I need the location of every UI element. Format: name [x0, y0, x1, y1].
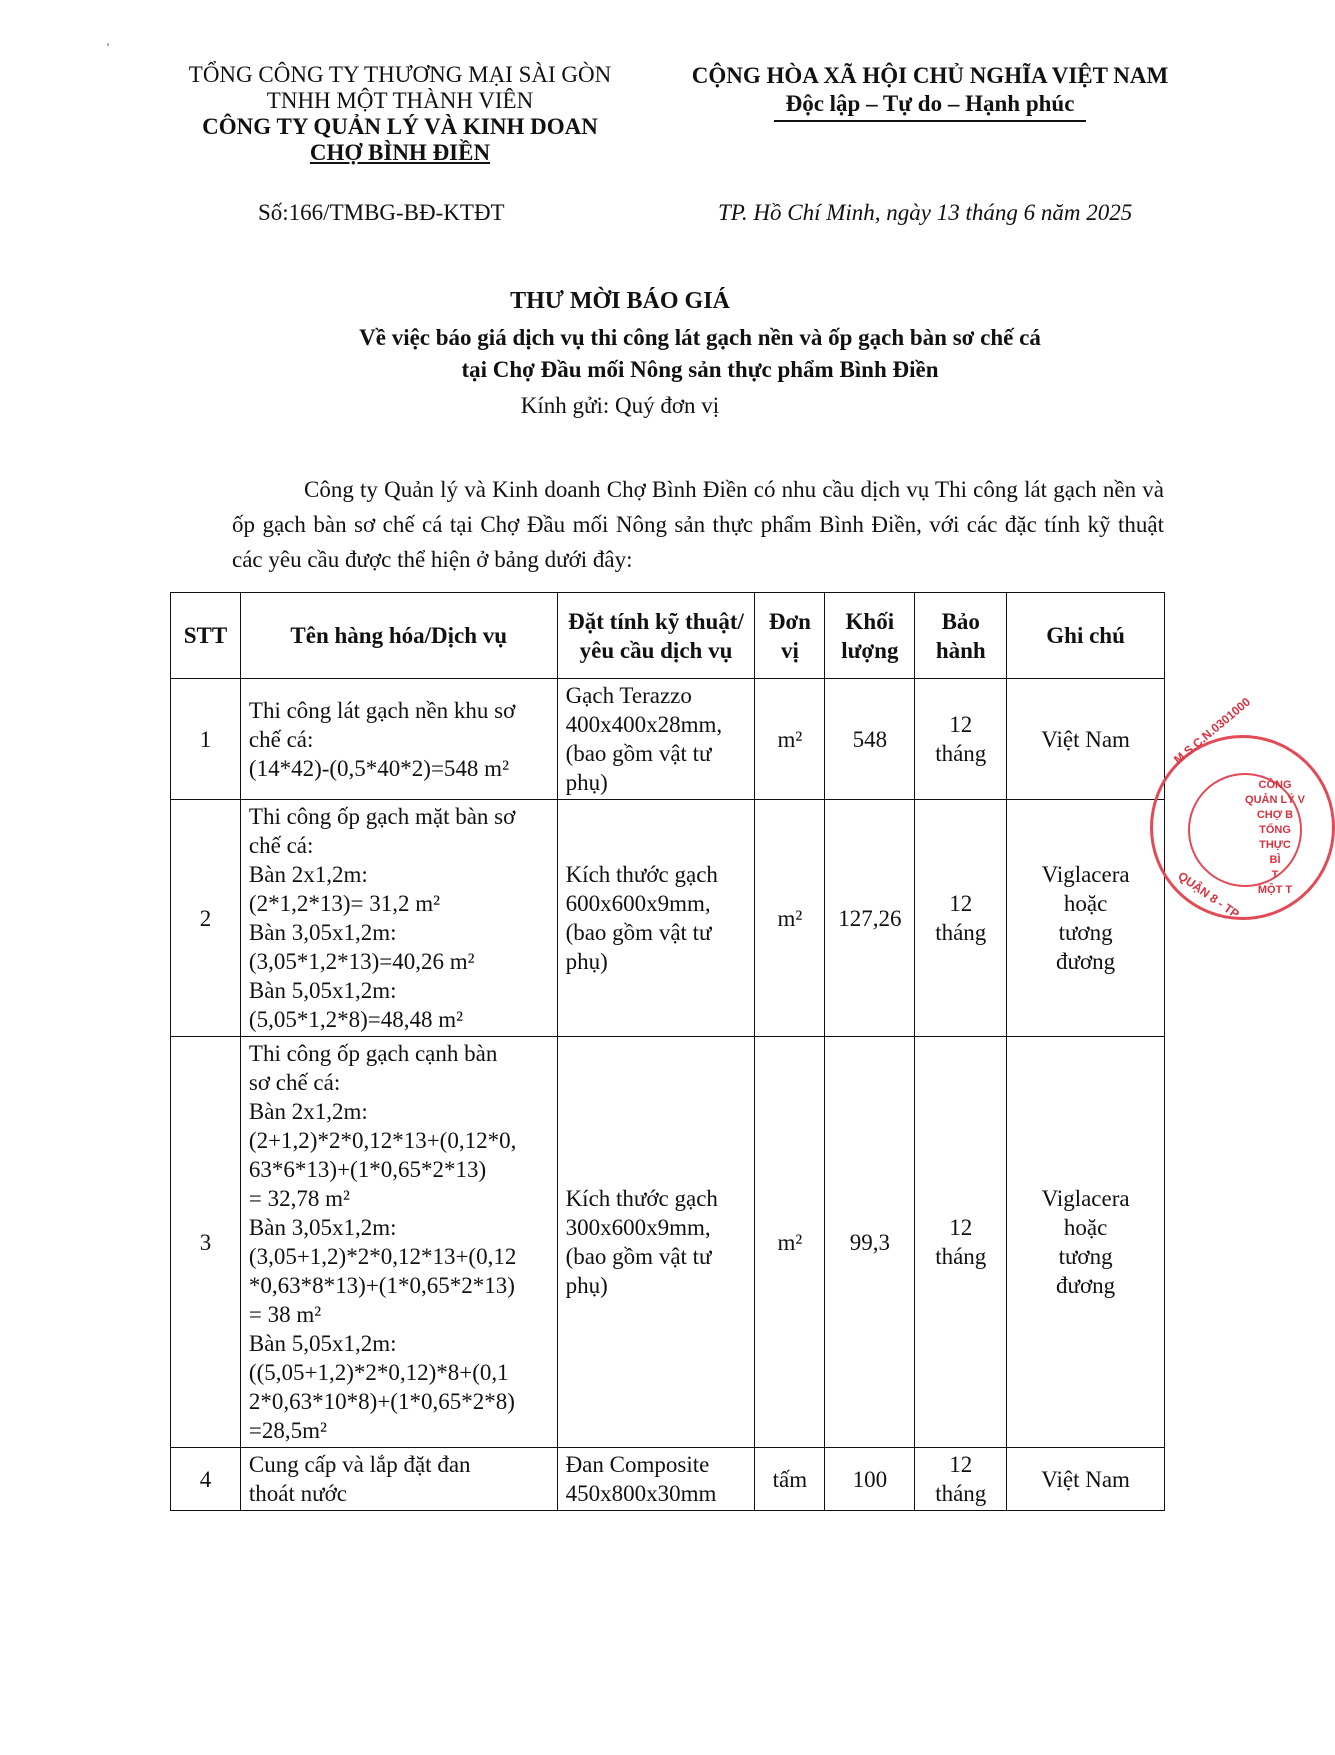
cell-name-line: Bàn 2x1,2m:	[248, 862, 368, 887]
cell-stt: 3	[171, 1037, 241, 1448]
cell-note-line: hoặc	[1063, 891, 1108, 916]
header-warranty: Bảo hành	[915, 593, 1007, 679]
cell-name-line: Bàn 3,05x1,2m:	[248, 1215, 397, 1240]
cell-note	[1007, 679, 1165, 800]
cell-spec-line: phụ)	[565, 1273, 608, 1298]
cell-name-line: (3,05*1,2*13)=40,26 m²	[248, 949, 475, 974]
org-line-3: CÔNG TY QUẢN LÝ VÀ KINH DOAN	[202, 114, 598, 139]
organization-block	[165, 62, 635, 166]
seal-text-line: T	[1271, 869, 1279, 881]
recipient: Kính gửi: Quý đơn vị	[520, 393, 720, 418]
cell-note-line: Viglacera	[1041, 862, 1130, 887]
cell-spec-line: (bao gồm vật tư	[565, 920, 712, 945]
nation-block	[670, 62, 1190, 122]
seal-text-line: CHỢ B	[1256, 809, 1294, 821]
seal-text-line: THỰC	[1259, 839, 1291, 851]
cell-warranty-line: 12	[949, 1215, 973, 1240]
cell-unit: m²	[755, 1037, 825, 1448]
cell-name-line: Thi công lát gạch nền khu sơ	[248, 697, 516, 723]
cell-warranty-line: 12	[949, 1452, 973, 1477]
cell-name-line: sơ chế cá:	[248, 1070, 341, 1095]
cell-spec-line: 450x800x30mm	[565, 1481, 717, 1506]
cell-stt: 4	[171, 1448, 241, 1511]
cell-unit: tấm	[755, 1448, 825, 1511]
cell-name-line: 2*0,63*10*8)+(1*0,65*2*8)	[248, 1389, 515, 1414]
cell-name	[240, 679, 557, 800]
cell-spec-line: Kích thước gạch	[565, 862, 718, 887]
cell-spec-line: Gạch Terazzo	[565, 683, 692, 708]
cell-name-line: chế cá:	[248, 726, 314, 752]
document-number: Số:166/TMBG-BĐ-KTĐT	[258, 200, 505, 225]
cell-name	[240, 1037, 557, 1448]
cell-name-line: *0,63*8*13)+(1*0,65*2*13)	[248, 1273, 515, 1298]
cell-note-line: đương	[1056, 1273, 1116, 1298]
scan-mark: '	[107, 40, 110, 54]
seal-ring-text-bottom: QUẬN 8 - TP	[1175, 868, 1242, 922]
cell-name-line: (3,05+1,2)*2*0,12*13+(0,12	[248, 1244, 517, 1269]
seal-text-line: TỔNG	[1259, 824, 1291, 836]
cell-unit: m²	[755, 800, 825, 1037]
subtitle-line-2: tại Chợ Đầu mối Nông sản thực phẩm Bình Điền	[461, 357, 939, 382]
cell-warranty-line: tháng	[935, 741, 987, 766]
cell-spec-line: phụ)	[565, 949, 608, 974]
seal-text-line: BÌ	[1269, 854, 1281, 866]
header-unit: Đơn vị	[755, 593, 825, 679]
cell-spec	[557, 679, 755, 800]
cell-note-line: hoặc	[1063, 1215, 1108, 1240]
cell-spec-line: (bao gồm vật tư	[565, 741, 712, 766]
cell-warranty-line: tháng	[935, 920, 987, 945]
cell-spec-line: Kích thước gạch	[565, 1186, 718, 1211]
header-note: Ghi chú	[1007, 593, 1165, 679]
seal-text-line: MỘT T	[1257, 884, 1293, 896]
cell-note-line: tương	[1058, 920, 1113, 945]
header-name: Tên hàng hóa/Dịch vụ	[240, 593, 557, 679]
seal-ring-text: M.S.C.N.0301000	[1171, 694, 1254, 767]
cell-name-line: Cung cấp và lắp đặt đan	[248, 1452, 471, 1477]
cell-unit: m²	[755, 679, 825, 800]
cell-qty: 548	[825, 679, 915, 800]
cell-spec-line: (bao gồm vật tư	[565, 1244, 712, 1269]
nation-title: CỘNG HÒA XÃ HỘI CHỦ NGHĨA VIỆT NAM	[691, 63, 1169, 88]
cell-warranty	[915, 679, 1007, 800]
cell-name-line: Bàn 5,05x1,2m:	[248, 978, 397, 1003]
cell-note	[1007, 800, 1165, 1037]
cell-spec	[557, 800, 755, 1037]
cell-warranty	[915, 1448, 1007, 1511]
cell-spec-line: Đan Composite	[565, 1452, 710, 1477]
cell-note-line: Việt Nam	[1041, 726, 1130, 752]
cell-name-line: 63*6*13)+(1*0,65*2*13)	[248, 1157, 487, 1182]
header-qty: Khối lượng	[825, 593, 915, 679]
cell-warranty-line: tháng	[935, 1244, 987, 1269]
table-row	[171, 800, 1165, 1037]
document-subtitle	[240, 322, 1160, 386]
intro-paragraph: Công ty Quản lý và Kinh doanh Chợ Bình Điền có nhu cầu dịch vụ Thi công lát gạch nền và ốp gạch bàn sơ chế cá tại Chợ Đầu mối Nông sản thực phẩm Bình Điền, với các đặc tính kỹ thuật các yêu cầu được thể hiện ở bảng dưới đây:	[232, 477, 1164, 572]
cell-spec	[557, 1037, 755, 1448]
document-date: TP. Hồ Chí Minh, ngày 13 tháng 6 năm 2025	[718, 200, 1133, 225]
cell-note-line: Việt Nam	[1041, 1466, 1130, 1492]
cell-qty: 100	[825, 1448, 915, 1511]
cell-name-line: Thi công ốp gạch cạnh bàn	[248, 1041, 498, 1066]
cell-warranty-line: tháng	[935, 1481, 987, 1506]
cell-name-line: (5,05*1,2*8)=48,48 m²	[248, 1007, 463, 1032]
cell-name	[240, 1448, 557, 1511]
cell-note-line: Viglacera	[1041, 1186, 1130, 1211]
document-title: THƯ MỜI BÁO GIÁ	[510, 288, 730, 314]
header-spec: Đặt tính kỹ thuật/ yêu cầu dịch vụ	[557, 593, 755, 679]
cell-note-line: tương	[1058, 1244, 1113, 1269]
motto: Độc lập – Tự do – Hạnh phúc	[774, 90, 1087, 122]
org-line-2: TNHH MỘT THÀNH VIÊN	[266, 88, 534, 113]
cell-name-line: ((5,05+1,2)*2*0,12)*8+(0,1	[248, 1360, 509, 1385]
cell-name	[240, 800, 557, 1037]
cell-name-line: =28,5m²	[248, 1418, 327, 1443]
org-line-4: CHỢ BÌNH ĐIỀN	[309, 140, 491, 165]
cell-name-line: (2*1,2*13)= 31,2 m²	[248, 891, 440, 916]
cell-name-line: chế cá:	[248, 833, 314, 858]
seal-text-line: QUẢN LÝ V	[1245, 794, 1305, 806]
company-seal	[1150, 694, 1335, 922]
seal-text	[1245, 778, 1305, 898]
quotation-table	[170, 592, 1165, 1511]
cell-note	[1007, 1037, 1165, 1448]
cell-warranty	[915, 1037, 1007, 1448]
subtitle-line-1: Về việc báo giá dịch vụ thi công lát gạch nền và ốp gạch bàn sơ chế cá	[359, 325, 1041, 350]
cell-warranty-line: 12	[949, 891, 973, 916]
cell-note-line: đương	[1056, 949, 1116, 974]
cell-name-line: Thi công ốp gạch mặt bàn sơ	[248, 804, 516, 829]
cell-name-line: Bàn 3,05x1,2m:	[248, 920, 397, 945]
table-row	[171, 1448, 1165, 1511]
cell-name-line: thoát nước	[248, 1481, 347, 1506]
cell-note	[1007, 1448, 1165, 1511]
table-row	[171, 1037, 1165, 1448]
cell-warranty-line: 12	[949, 712, 973, 737]
org-line-1: TỔNG CÔNG TY THƯƠNG MẠI SÀI GÒN	[188, 62, 612, 87]
cell-qty: 127,26	[825, 800, 915, 1037]
cell-spec-line: 600x600x9mm,	[565, 891, 711, 916]
cell-qty: 99,3	[825, 1037, 915, 1448]
table-header-row	[171, 593, 1165, 679]
cell-spec	[557, 1448, 755, 1511]
cell-spec-line: 300x600x9mm,	[565, 1215, 711, 1240]
cell-name-line: (14*42)-(0,5*40*2)=548 m²	[248, 755, 509, 781]
cell-name-line: = 32,78 m²	[248, 1186, 350, 1211]
cell-name-line: Bàn 5,05x1,2m:	[248, 1331, 397, 1356]
cell-spec-line: phụ)	[565, 770, 608, 795]
cell-stt: 1	[171, 679, 241, 800]
cell-name-line: (2+1,2)*2*0,12*13+(0,12*0,	[248, 1128, 517, 1153]
cell-name-line: = 38 m²	[248, 1302, 322, 1327]
header-stt: STT	[171, 593, 241, 679]
cell-name-line: Bàn 2x1,2m:	[248, 1099, 368, 1124]
seal-text-line: CÔNG	[1258, 779, 1292, 791]
cell-spec-line: 400x400x28mm,	[565, 712, 723, 737]
cell-stt: 2	[171, 800, 241, 1037]
table-row	[171, 679, 1165, 800]
cell-warranty	[915, 800, 1007, 1037]
